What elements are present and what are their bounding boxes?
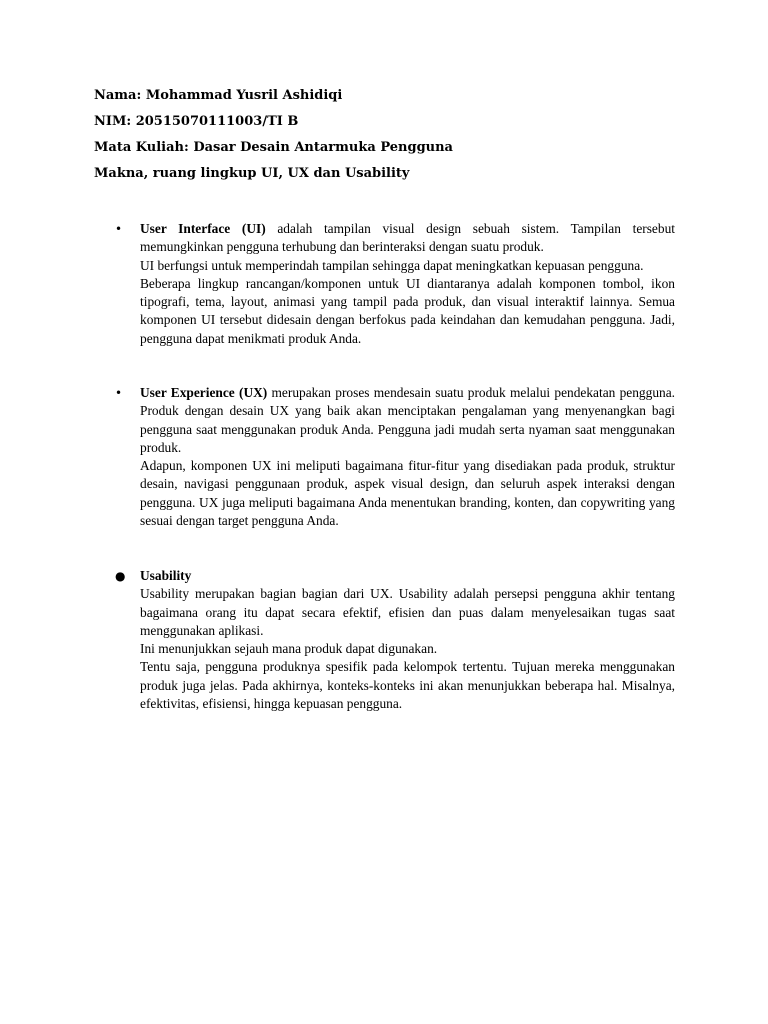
section-body (140, 567, 675, 713)
section-body (140, 220, 675, 348)
ui-term: User Interface (UI) (140, 221, 266, 236)
usability-term: Usability (140, 568, 192, 583)
student-nim-line (94, 113, 694, 139)
usability-paragraph-2: Ini menunjukkan sejauh mana produk dapat digunakan. (140, 641, 438, 657)
ui-definition: adalah tampilan visual design sebuah sistem. Tampilan tersebut memungkinkan pengguna terhubung dan berinteraksi dengan suatu produk. (140, 221, 675, 255)
ux-paragraph-1 (140, 384, 675, 457)
nim-label: NIM: (94, 114, 132, 129)
section-body (140, 384, 675, 530)
ui-paragraph-2: UI berfungsi untuk memperindah tampilan sehingga dapat meningkatkan kepuasan pengguna. (140, 257, 644, 273)
ux-term: User Experience (UX) (140, 385, 268, 400)
bullet-icon: • (115, 386, 123, 400)
document-header (94, 87, 694, 191)
ux-definition: merupakan proses mendesain suatu produk melalui pendekatan pengguna. Produk dengan desain UX yang baik akan menciptakan pengalaman yang menyenangkan bagi pengguna saat menggunakan produk Anda. Pengguna jadi mudah serta nyaman saat menggunakan produk. (140, 385, 675, 455)
nim-value: 20515070111003/TI B (135, 114, 299, 129)
usability-paragraph-3: Tentu saja, pengguna produknya spesifik pada kelompok tertentu. Tujuan mereka menggunakan produk juga jelas. Pada akhirnya, konteks-konteks ini akan menunjukkan beberapa hal. Misalnya, efektivitas, efisiensi, hingga kepuasan pengguna. (140, 659, 675, 712)
ui-paragraph-1 (140, 220, 675, 257)
course-label: Mata Kuliah: (94, 140, 189, 155)
ui-paragraph-3: Beberapa lingkup rancangan/komponen untuk UI diantaranya adalah komponen tombol, ikon tipografi, tema, layout, animasi yang tampil pada produk, dan visual interaktif lainnya. Semua komponen UI tersebut didesain dengan berfokus pada keindahan dan kemudahan pengguna. Jadi, pengguna dapat menikmati produk Anda. (140, 275, 675, 346)
name-value: Mohammad Yusril Ashidiqi (145, 88, 343, 103)
bullet-icon: ● (115, 569, 126, 583)
ux-paragraph-2: Adapun, komponen UX ini meliputi bagaimana fitur-fitur yang disediakan pada produk, struktur desain, navigasi penggunaan produk, aspek visual design, dan seluruh aspek interaksi dengan pengguna. UX juga meliputi bagaimana Anda menentukan branding, konten, dan copywriting yang sesuai dengan target pengguna Anda. (140, 458, 675, 529)
course-line (94, 139, 694, 165)
student-name-line (94, 87, 694, 113)
topic-title: Makna, ruang lingkup UI, UX dan Usability (94, 166, 410, 181)
bullet-icon: • (115, 222, 123, 236)
course-value: Dasar Desain Antarmuka Pengguna (193, 140, 453, 155)
name-label: Nama: (94, 88, 142, 103)
usability-paragraph-1: Usability merupakan bagian bagian dari UX. Usability adalah persepsi pengguna akhir tentang bagaimana orang itu dapat secara efektif, efisien dan puas dalam menyelesaikan tugas saat menggunakan aplikasi. (140, 586, 675, 638)
